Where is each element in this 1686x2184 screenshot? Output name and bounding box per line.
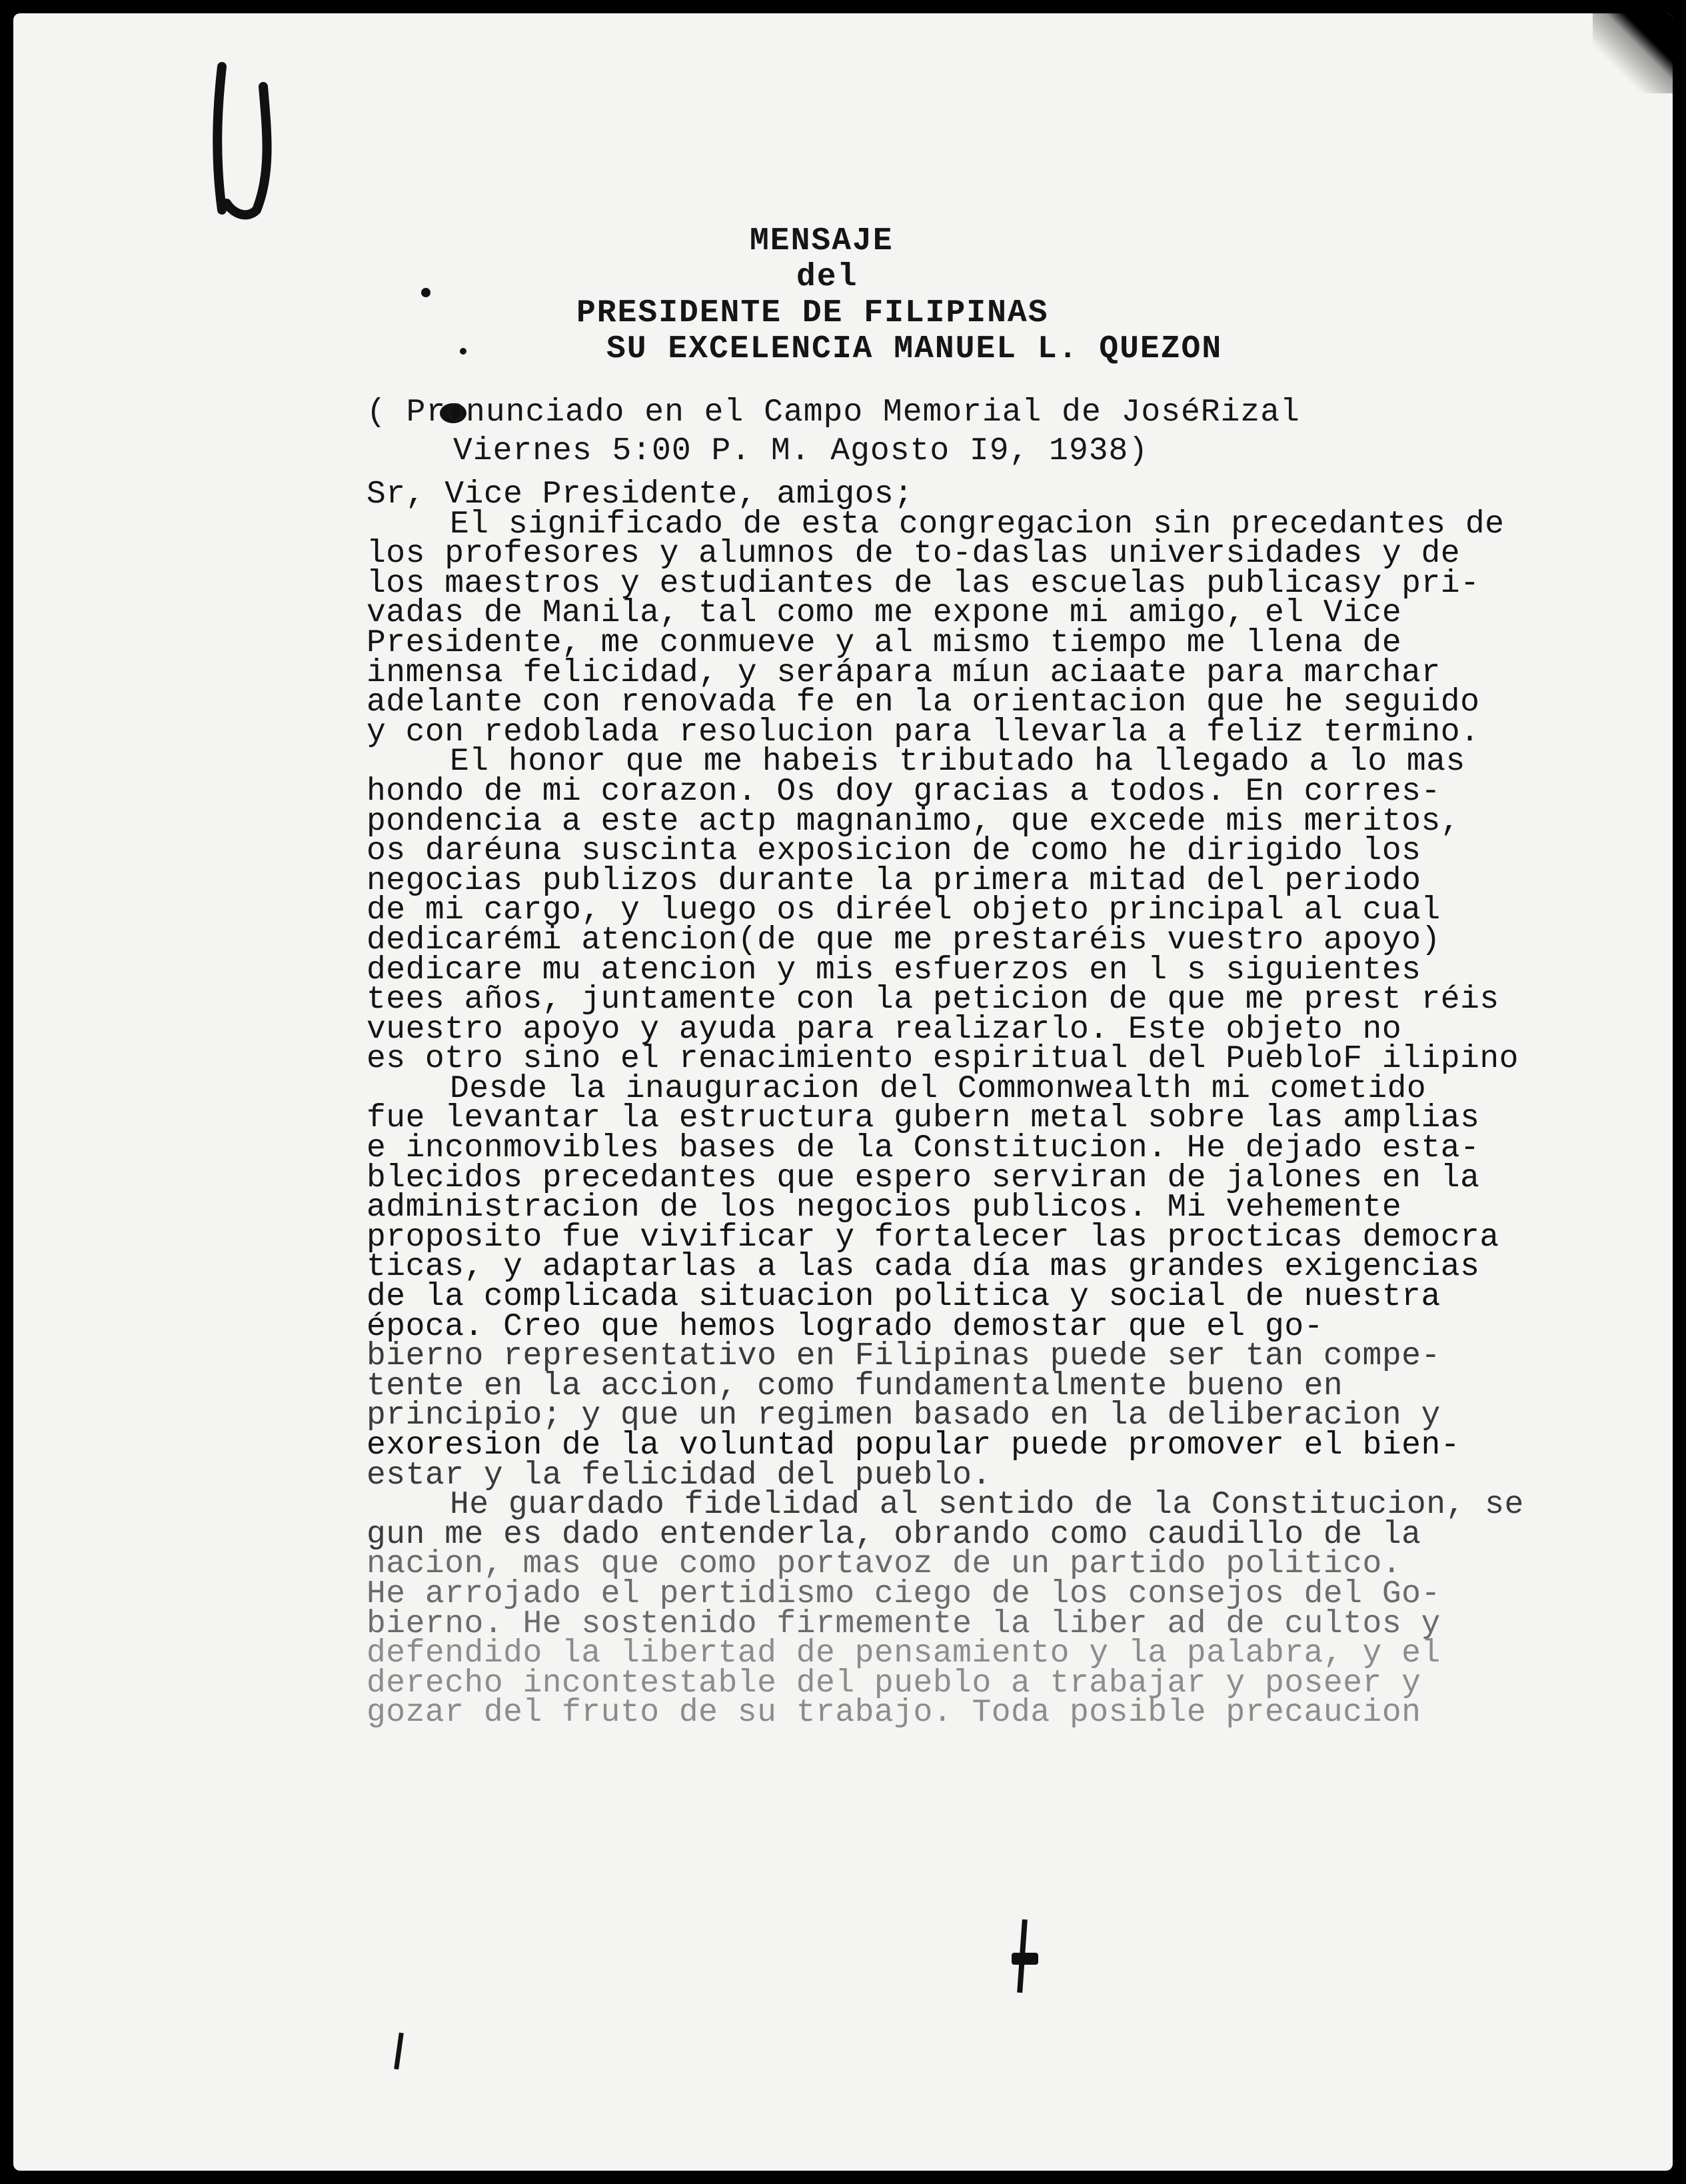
ink-dot (421, 288, 430, 297)
text-line: tees años, juntamente con la peticion de que me prest réis (367, 982, 1499, 1018)
text-line: vuestro apoyo y ayuda para realizarlo. Este objeto no (367, 1011, 1402, 1048)
speech-body (367, 477, 1566, 1731)
text-line: vadas de Manila, tal como me expone mi amigo, el Vice (367, 595, 1402, 632)
text-line: Desde la inauguracion del Commonwealth mi cometido (450, 1070, 1427, 1107)
text-line: nacion, mas que como portavoz de un partido politico. (367, 1546, 1402, 1583)
handwritten-page-number (210, 60, 283, 227)
text-line: dedicare mu atencion y mis esfuerzos en l s siguientes (367, 952, 1421, 988)
text-line: de la complicada situacion politica y social de nuestra (367, 1279, 1441, 1316)
ink-mark (394, 2033, 404, 2069)
text-line: administracion de los negocios publicos. Mi vehemente (367, 1190, 1402, 1226)
text-line: pondencia a este actp magnanimo, que excede mis meritos, (367, 803, 1461, 840)
text-line: blecidos precedantes que espero serviran de jalones en la (367, 1160, 1480, 1196)
text-line: bierno representativo en Filipinas puede ser tan compe- (367, 1338, 1441, 1375)
text-line: hondo de mi corazon. Os doy gracias a todos. En corres- (367, 773, 1441, 810)
text-line: El significado de esta congregacion sin precedantes de (450, 506, 1505, 543)
text-line: adelante con renovada fe en la orientacion que he seguido (367, 684, 1480, 721)
text-line: El honor que me habeis tributado ha llegado a lo mas (450, 744, 1465, 780)
text-line: He arrojado el pertidismo ciego de los consejos del Go- (367, 1576, 1441, 1612)
text-line: época. Creo que hemos logrado demostar que el go- (367, 1308, 1323, 1345)
text-line: He guardado fidelidad al sentido de la Constitucion, se (450, 1487, 1524, 1524)
text-line: y con redoblada resolucion para llevarla a feliz termino. (367, 714, 1480, 750)
text-line: e inconmovibles bases de la Constitucion. He dejado esta- (367, 1130, 1480, 1167)
text-line: proposito fue vivificar y fortalecer las procticas democra (367, 1219, 1499, 1256)
text-line: negocias publizos durante la primera mitad del periodo (367, 862, 1421, 899)
subtitle-line: ( Pronunciado en el Campo Memorial de JoséRizal (367, 395, 1300, 431)
speech-occasion (367, 393, 1300, 471)
text-line: Presidente, me conmueve y al mismo tiempo me llena de (367, 624, 1402, 661)
text-line: de mi cargo, y luego os diréel objeto principal al cual (367, 892, 1441, 929)
document-page (13, 13, 1673, 2171)
text-line: fue levantar la estructura gubern metal sobre las amplias (367, 1100, 1480, 1137)
text-line: es otro sino el renacimiento espiritual del PuebloF ilipino (367, 1041, 1519, 1078)
text-line: bierno. He sostenido firmemente la liber ad de cultos y (367, 1606, 1441, 1642)
text-line: gozar del fruto de su trabajo. Toda posible precaucion (367, 1695, 1421, 1731)
text-line: los maestros y estudiantes de las escuelas publicasy pri- (367, 565, 1480, 602)
text-line: dedicarémi atencion(de que me prestaréis vuestro apoyo) (367, 922, 1441, 958)
text-line: principio; y que un regimen basado en la deliberacion y (367, 1398, 1441, 1434)
ink-dot (460, 348, 466, 355)
title-line: SU EXCELENCIA MANUEL L. QUEZON (606, 331, 1223, 367)
title-line: del (796, 259, 858, 295)
text-line: estar y la felicidad del pueblo. (367, 1457, 992, 1494)
ink-mark (1012, 1953, 1038, 1965)
text-line: gun me es dado entenderla, obrando como caudillo de la (367, 1516, 1421, 1553)
text-line: tente en la accion, como fundamentalmente bueno en (367, 1368, 1343, 1404)
text-line: os daréuna suscinta exposicion de como he dirigido los (367, 833, 1421, 870)
text-line: derecho incontestable del pueblo a trabajar y poseer y (367, 1665, 1421, 1701)
text-line: Sr, Vice Presidente, amigos; (367, 477, 914, 513)
subtitle-line: Viernes 5:00 P. M. Agosto I9, 1938) (453, 433, 1149, 469)
text-line: exoresion de la voluntad popular puede promover el bien- (367, 1428, 1461, 1464)
text-line: defendido la libertad de pensamiento y la palabra, y el (367, 1636, 1441, 1672)
title-line: MENSAJE (750, 223, 894, 259)
title-line: PRESIDENTE DE FILIPINAS (576, 295, 1049, 331)
text-line: los profesores y alumnos de to-daslas universidades y de (367, 536, 1461, 572)
page-corner-curl (1593, 13, 1673, 93)
text-line: inmensa felicidad, y serápara míun aciaate para marchar (367, 654, 1441, 691)
text-line: ticas, y adaptarlas a las cada día mas grandes exigencias (367, 1249, 1480, 1286)
